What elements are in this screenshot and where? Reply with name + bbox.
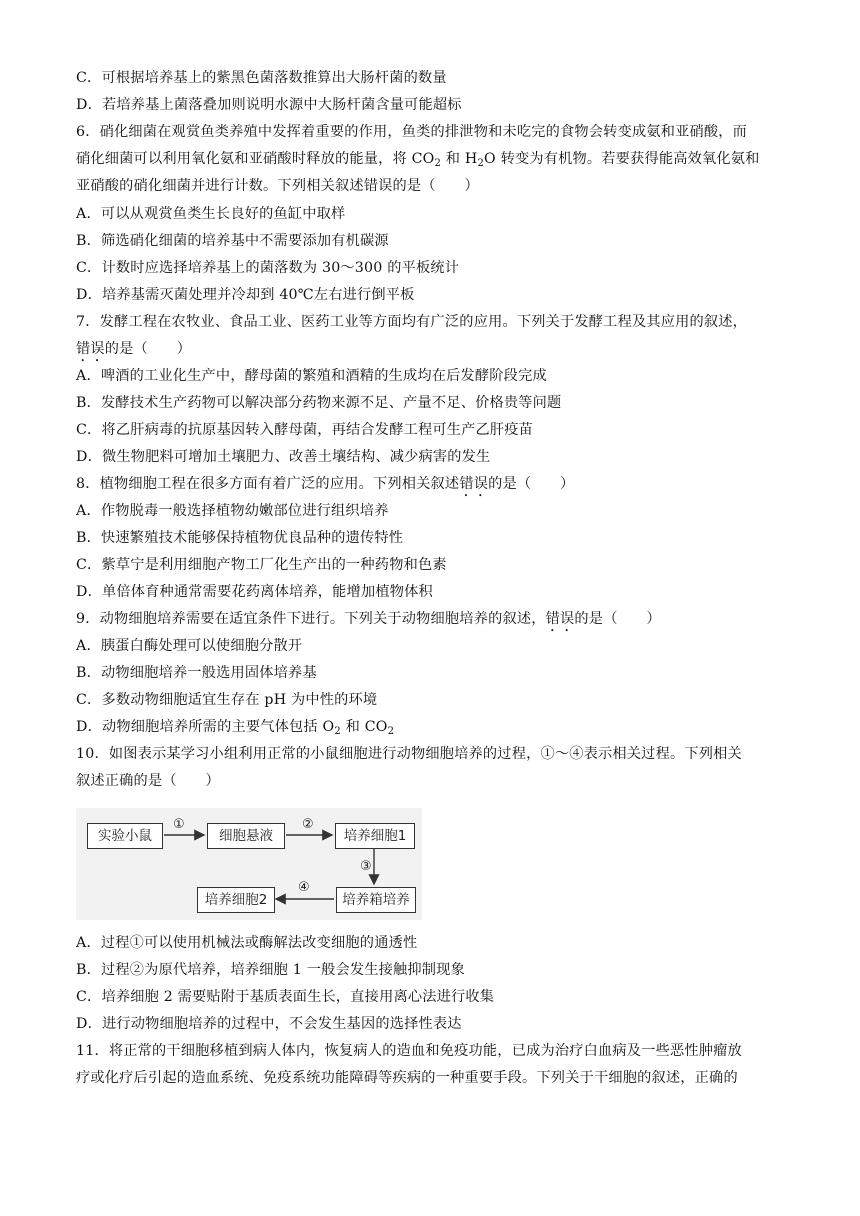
q11-stem-line2: 疗或化疗后引起的造血系统、免疫系统功能障碍等疾病的一种重要手段。下列关于干细胞的叙述，正确的: [76, 1070, 738, 1086]
q10-option-d: D．进行动物细胞培养的过程中，不会发生基因的选择性表达: [76, 1016, 462, 1032]
q9-option-b: B．动物细胞培养一般选用固体培养基: [76, 665, 317, 681]
box-cultured-cells-1: 培养细胞1: [335, 823, 415, 849]
q10-stem-line1: 10．如图表示某学习小组利用正常的小鼠细胞进行动物细胞培养的过程，①～④表示相关过程。下列相关: [76, 746, 742, 762]
q8-option-b: B．快速繁殖技术能够保持植物优良品种的遗传特性: [76, 530, 404, 546]
emphasis-mark: 错误: [545, 611, 575, 627]
q6-option-c: C．计数时应选择培养基上的菌落数为 30～300 的平板统计: [76, 260, 460, 276]
step-label-3: ③: [360, 859, 372, 874]
emphasis-mark: 错误: [459, 476, 489, 492]
q6-stem-line2: 硝化细菌可以利用氧化氨和亚硝酸时释放的能量，将 $CO_2$ 和 $H_2O$ 转变为有机物。若要获得能高效氧化氨和: [76, 151, 760, 169]
q10-option-a: A．过程①可以使用机械法或酶解法改变细胞的通透性: [76, 935, 418, 951]
q6-option-a: A．可以从观赏鱼类生长良好的鱼缸中取样: [76, 206, 346, 222]
q7-stem-line2: 错误的是（ ）: [76, 341, 192, 357]
q7-option-d: D．微生物肥料可增加土壤肥力、改善土壤结构、减少病害的发生: [76, 449, 491, 465]
q8-option-d: D．单倍体育种通常需要花药离体培养，能增加植物体积: [76, 584, 433, 600]
q8-option-c: C．紫草宁是利用细胞产物工厂化生产出的一种药物和色素: [76, 557, 447, 573]
q10-option-b: B．过程②为原代培养，培养细胞 1 一般会发生接触抑制现象: [76, 962, 465, 978]
box-cultured-cells-2: 培养细胞2: [197, 887, 275, 913]
q6-option-b: B．筛选硝化细菌的培养基中不需要添加有机碳源: [76, 233, 389, 249]
q6-stem-line1: 6．硝化细菌在观赏鱼类养殖中发挥着重要的作用，鱼类的排泄物和未吃完的食物会转变成氨和亚硝酸，而: [76, 124, 748, 140]
box-experimental-mouse: 实验小鼠: [87, 823, 163, 849]
box-incubator-culture: 培养箱培养: [336, 887, 416, 913]
q6-stem-line3: 亚硝酸的硝化细菌并进行计数。下列相关叙述错误的是（ ）: [76, 178, 479, 194]
q10-stem-line2: 叙述正确的是（ ）: [76, 773, 220, 789]
q7-stem-line1: 7．发酵工程在农牧业、食品工业、医药工业等方面均有广泛的应用。下列关于发酵工程及其应用的叙述，: [76, 314, 748, 330]
box-cell-suspension: 细胞悬液: [207, 823, 285, 849]
cell-culture-flow-diagram: [76, 808, 422, 920]
q7-option-c: C．将乙肝病毒的抗原基因转入酵母菌，再结合发酵工程可生产乙肝疫苗: [76, 422, 534, 438]
q5-option-c: C．可根据培养基上的紫黑色菌落数推算出大肠杆菌的数量: [76, 70, 447, 86]
q5-option-d: D．若培养基上菌落叠加则说明水源中大肠杆菌含量可能超标: [76, 97, 462, 113]
q9-option-c: C．多数动物细胞适宜生存在 pH 为中性的环境: [76, 692, 378, 708]
step-label-1: ①: [173, 817, 185, 832]
q11-stem-line1: 11．将正常的干细胞移植到病人体内，恢复病人的造血和免疫功能，已成为治疗白血病及一些恶性肿瘤放: [76, 1043, 742, 1059]
q9-stem: 9．动物细胞培养需要在适宜条件下进行。下列关于动物细胞培养的叙述，错误的是（ ）: [76, 611, 661, 627]
emphasis-mark: 错误: [76, 341, 105, 357]
q8-stem: 8．植物细胞工程在很多方面有着广泛的应用。下列相关叙述错误的是（ ）: [76, 476, 575, 492]
q10-option-c: C．培养细胞 2 需要贴附于基质表面生长，直接用离心法进行收集: [76, 989, 495, 1005]
q7-option-b: B．发酵技术生产药物可以解决部分药物来源不足、产量不足、价格贵等问题: [76, 395, 562, 411]
q9-option-a: A．胰蛋白酶处理可以使细胞分散开: [76, 638, 303, 654]
q8-option-a: A．作物脱毒一般选择植物幼嫩部位进行组织培养: [76, 503, 389, 519]
q7-option-a: A．啤酒的工业化生产中，酵母菌的繁殖和酒精的生成均在后发酵阶段完成: [76, 368, 547, 384]
q9-option-d: D．动物细胞培养所需的主要气体包括 $O_2$ 和 $CO_2$: [76, 719, 395, 737]
step-label-4: ④: [298, 880, 310, 895]
step-label-2: ②: [302, 817, 314, 832]
q6-option-d: D．培养基需灭菌处理并冷却到 40℃左右进行倒平板: [76, 287, 415, 303]
